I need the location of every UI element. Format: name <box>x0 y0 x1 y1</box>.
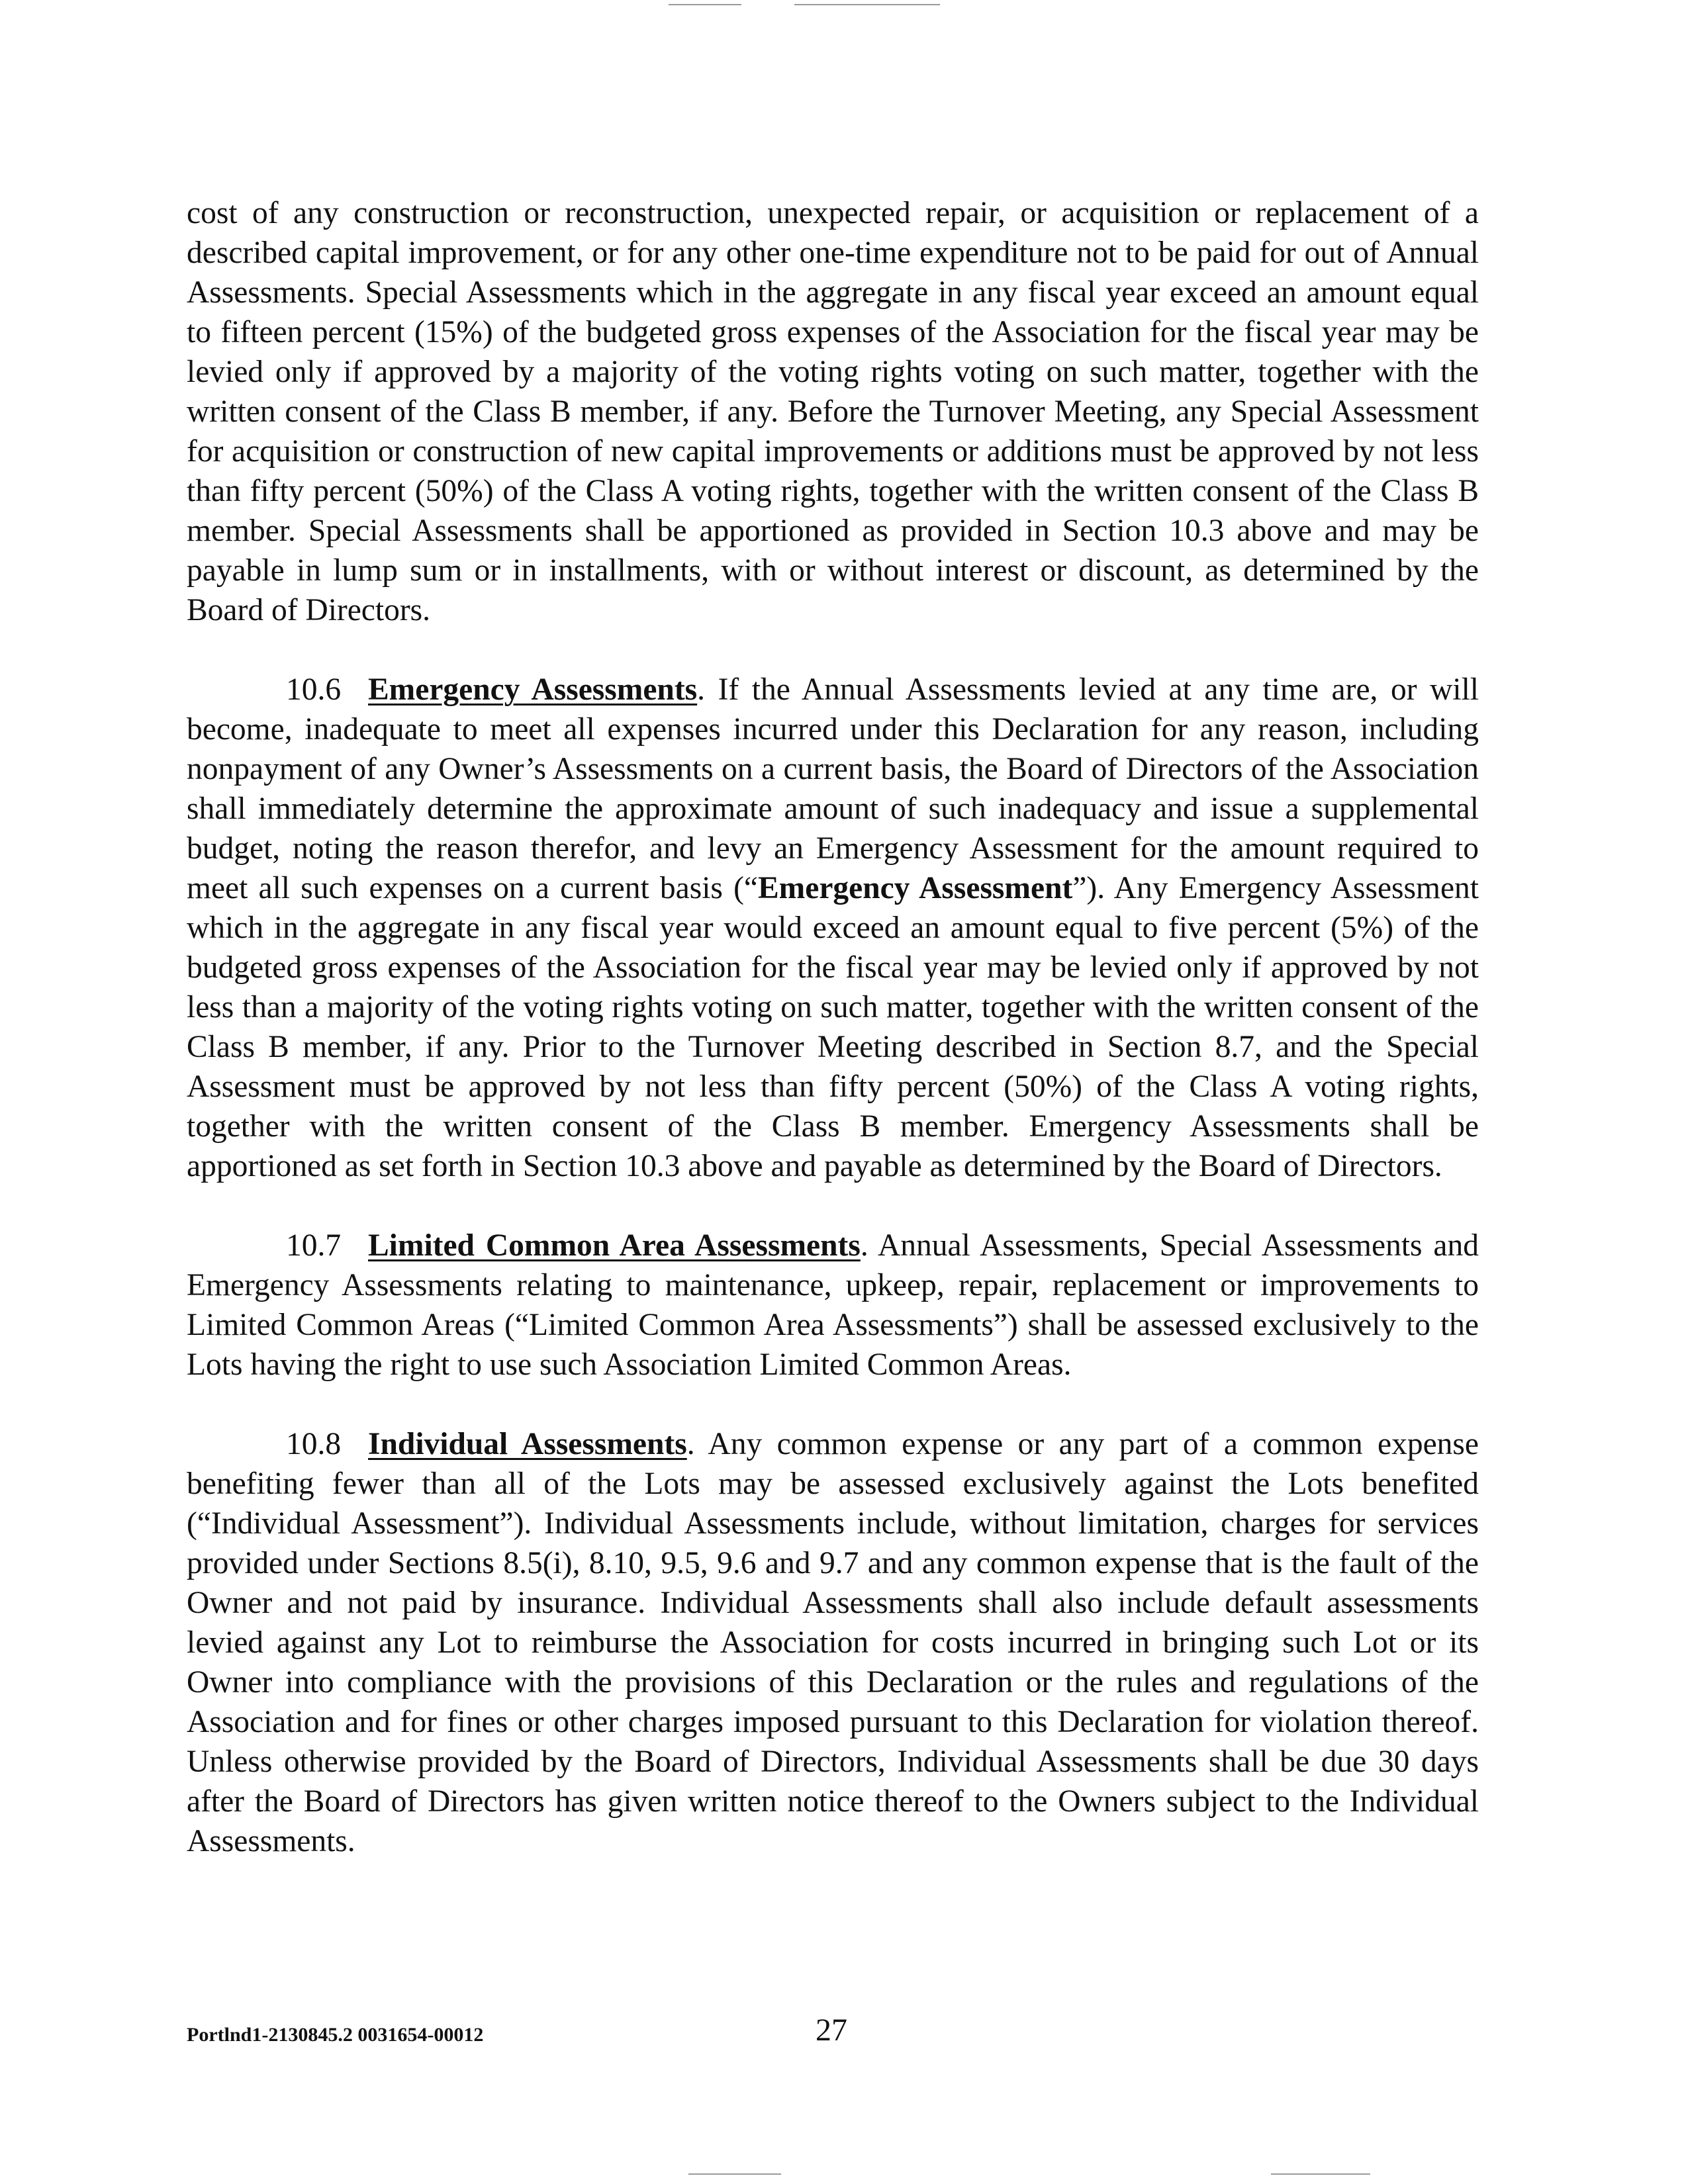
section-number: 10.8 <box>286 1427 342 1461</box>
footer-document-id: Portlnd1-2130845.2 0031654-00012 <box>187 2024 484 2046</box>
scan-artifact-top-2 <box>794 4 940 5</box>
defined-term: Emergency Assessment <box>758 871 1073 905</box>
section-number: 10.6 <box>286 672 342 707</box>
section-10-6 <box>187 670 1479 1186</box>
section-heading: Emergency Assessments <box>368 672 698 707</box>
section-10-7 <box>187 1226 1479 1385</box>
section-heading: Individual Assessments <box>368 1427 687 1461</box>
scan-artifact-top-1 <box>669 4 741 5</box>
scan-artifact-bottom-2 <box>1271 2173 1370 2175</box>
page-number: 27 <box>816 2013 847 2048</box>
section-10-8 <box>187 1424 1479 1861</box>
section-number: 10.7 <box>286 1228 342 1263</box>
paragraph-gap <box>187 1385 1479 1424</box>
section-text: . Annual Assessments, Special Assessments and Emergency Assessments relating to maintenance, upkeep, repair, replacement or improvements to Limited Common Areas (“Limited Common Area Assessments”) shall be assessed exclusively to the Lots having the right to use such Association Limited Common Areas. <box>187 1228 1479 1382</box>
paragraph-gap <box>187 1186 1479 1226</box>
document-body <box>187 193 1479 1861</box>
section-heading: Limited Common Area Assessments <box>368 1228 861 1263</box>
paragraph-gap <box>187 630 1479 670</box>
section-text: . If the Annual Assessments levied at any time are, or will become, inadequate to meet all expenses incurred under this Declaration for any reason, including nonpayment of any Owner’s Assessments on a current basis, the Board of Directors of the Association shall immediately determine the approximate amount of such inadequacy and issue a supplemental budget, noting the reason therefor, and levy an Emergency Assessment for the amount required to meet all such expenses on a current basis (“ <box>187 672 1479 905</box>
continuation-paragraph: cost of any construction or reconstruction, unexpected repair, or acquisition or replacement of a described capital improvement, or for any other one-time expenditure not to be paid for out of Annual Assessments. Special Assessments which in the aggregate in any fiscal year exceed an amount equal to fifteen percent (15%) of the budgeted gross expenses of the Association for the fiscal year may be levied only if approved by a majority of the voting rights voting on such matter, together with the written consent of the Class B member, if any. Before the Turnover Meeting, any Special Assessment for acquisition or construction of new capital improvements or additions must be approved by not less than fifty percent (50%) of the Class A voting rights, together with the written consent of the Class B member. Special Assessments shall be apportioned as provided in Section 10.3 above and may be payable in lump sum or in installments, with or without interest or discount, as determined by the Board of Directors. <box>187 196 1479 627</box>
section-text-continued: ”). Any Emergency Assessment which in the aggregate in any fiscal year would exceed an amount equal to five percent (5%) of the budgeted gross expenses of the Association for the fiscal year may be levied only if approved by not less than a majority of the voting rights voting on such matter, together with the written consent of the Class B member, if any. Prior to the Turnover Meeting described in Section 8.7, and the Special Assessment must be approved by not less than fifty percent (50%) of the Class A voting rights, together with the written consent of the Class B member. Emergency Assessments shall be apportioned as set forth in Section 10.3 above and payable as determined by the Board of Directors. <box>187 871 1479 1183</box>
section-text: . Any common expense or any part of a common expense benefiting fewer than all of the Lots may be assessed exclusively against the Lots benefited (“Individual Assessment”). Individual Assessments include, without limitation, charges for services provided under Sections 8.5(i), 8.10, 9.5, 9.6 and 9.7 and any common expense that is the fault of the Owner and not paid by insurance. Individual Assessments shall also include default assessments levied against any Lot to reimburse the Association for costs incurred in bringing such Lot or its Owner into compliance with the provisions of this Declaration or the rules and regulations of the Association and for fines or other charges imposed pursuant to this Declaration for violation thereof. Unless otherwise provided by the Board of Directors, Individual Assessments shall be due 30 days after the Board of Directors has given written notice thereof to the Owners subject to the Individual Assessments. <box>187 1427 1479 1858</box>
scan-artifact-bottom-1 <box>688 2173 781 2175</box>
